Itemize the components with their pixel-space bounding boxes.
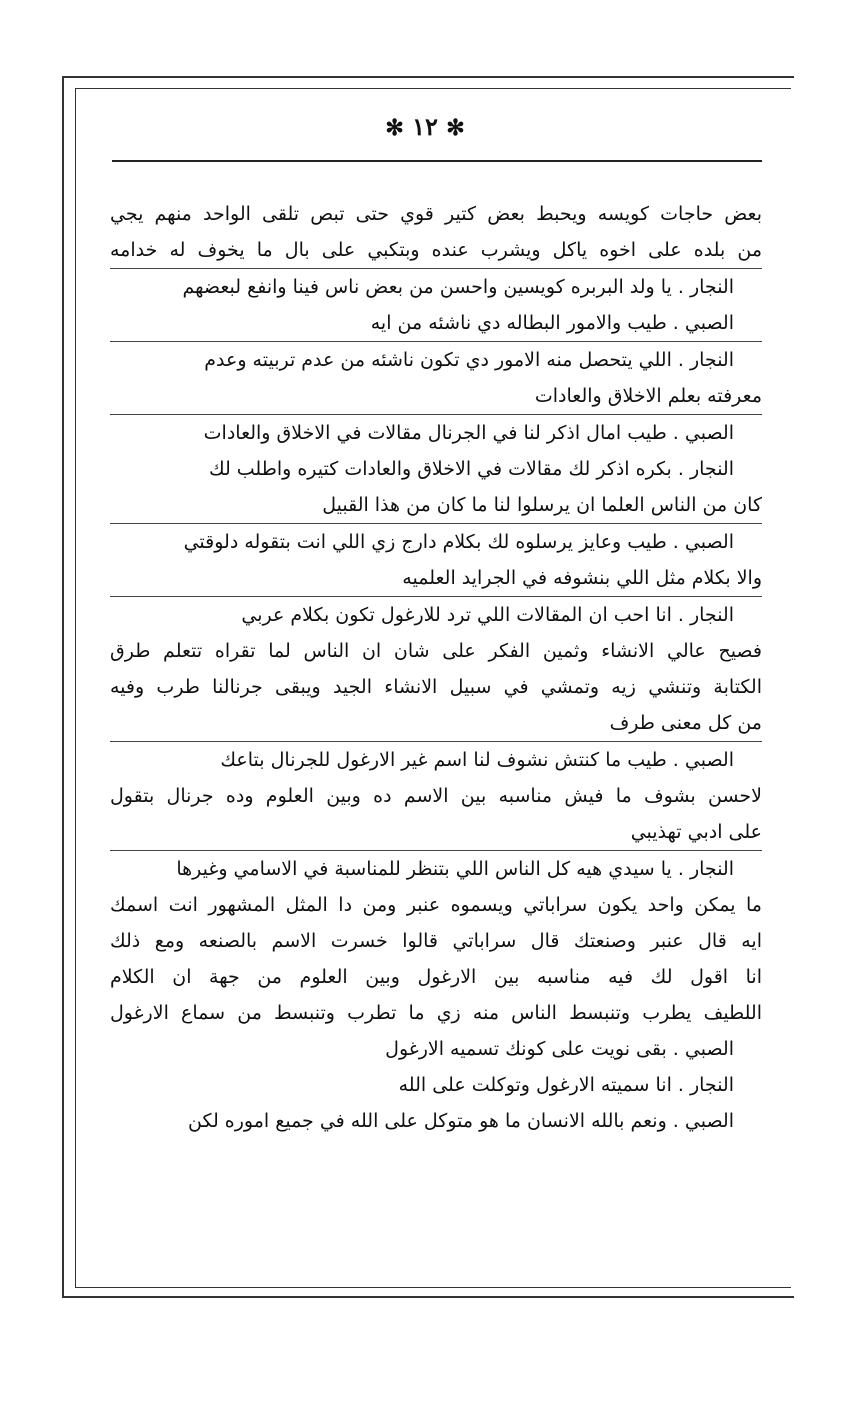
text-line: كان من الناس العلما ان يرسلوا لنا ما كان من هذا القبيل (322, 494, 762, 516)
text-line: الصبي . ونعم بالله الانسان ما هو متوكل على الله في جميع اموره لكن (188, 1110, 734, 1132)
text-line: الصبي . طيب امال اذكر لنا في الجرنال مقالات في الاخلاق والعادات (203, 422, 734, 444)
text-line: النجار . انا احب ان المقالات اللي ترد للارغول تكون بكلام عربي (241, 604, 734, 626)
body-text (110, 196, 762, 1139)
text-line: انا اقول لك فيه مناسبه بين الارغول وبين العلوم من جهة ان الكلام (110, 966, 762, 988)
text-line: اللطيف يطرب وتنبسط الناس منه زي ما تطرب وتنبسط من سماع الارغول (110, 1002, 762, 1024)
header-rule (112, 160, 762, 162)
text-line: على ادبي تهذيبي (630, 821, 762, 843)
frame-inner-bottom (75, 1287, 791, 1288)
ornament-left-icon: ✻ (385, 115, 404, 141)
text-line: معرفته بعلم الاخلاق والعادات (534, 385, 762, 407)
text-line: النجار . اللي يتحصل منه الامور دي تكون ناشئه من عدم تربيته وعدم (204, 349, 734, 371)
text-line: والا بكلام مثل اللي بنشوفه في الجرايد العلميه (402, 567, 762, 589)
text-line: ما يمكن واحد يكون سراباتي ويسموه عنبر ومن دا المثل المشهور انت اسمك (110, 894, 762, 916)
text-line: الصبي . طيب وعايز يرسلوه لك بكلام دارج زي اللي انت بتقوله دلوقتي (183, 531, 734, 553)
text-line: من بلده على اخوه ياكل ويشرب عنده وبتكبي على بال ما يخوف له خدامه (110, 239, 762, 261)
frame-inner-left (75, 88, 76, 1288)
page-number: ١٢ (412, 112, 438, 141)
text-line: النجار . بكره اذكر لك مقالات في الاخلاق والعادات كتيره واطلب لك (208, 458, 734, 480)
frame-outer-left (62, 76, 64, 1298)
text-line: الصبي . طيب والامور البطاله دي ناشئه من ايه (370, 312, 734, 334)
text-line: الكتابة وتنشي زيه وتمشي في سبيل الانشاء الجيد ويبقى جرنالنا طرب وفيه (110, 676, 762, 698)
text-line: فصيح عالي الانشاء وثمين الفكر على شان ان الناس لما تقراه تتعلم طرق (110, 640, 762, 662)
text-line: النجار . يا ولد البربره كويسين واحسن من بعض ناس فينا وانفع لبعضهم (182, 276, 734, 298)
text-line: الصبي . طيب ما كنتش نشوف لنا اسم غير الارغول للجرنال بتاعك (220, 749, 734, 771)
ornament-right-icon: ✻ (446, 115, 465, 141)
frame-inner-top (75, 88, 791, 89)
frame-outer-top (62, 76, 794, 78)
text-line: من كل معنى طرف (609, 712, 762, 734)
text-line: النجار . يا سيدي هيه كل الناس اللي بتنظر للمناسبة في الاسامي وغيرها (176, 858, 734, 880)
text-line: لاحسن بشوف ما فيش مناسبه بين الاسم ده وبين العلوم وده جرنال بتقول (110, 785, 762, 807)
text-line: ايه قال عنبر وصنعتك قال سراباتي قالوا خسرت الاسم بالصنعه ومع ذلك (110, 930, 762, 952)
text-line: الصبي . بقى نويت على كونك تسميه الارغول (385, 1038, 734, 1060)
text-line: النجار . انا سميته الارغول وتوكلت على الله (398, 1074, 734, 1096)
page-number-header (0, 112, 850, 141)
text-line: بعض حاجات كويسه ويحبط بعض كتير قوي حتى تبص تلقى الواحد منهم يجي (110, 203, 762, 225)
frame-outer-bottom (62, 1296, 794, 1298)
